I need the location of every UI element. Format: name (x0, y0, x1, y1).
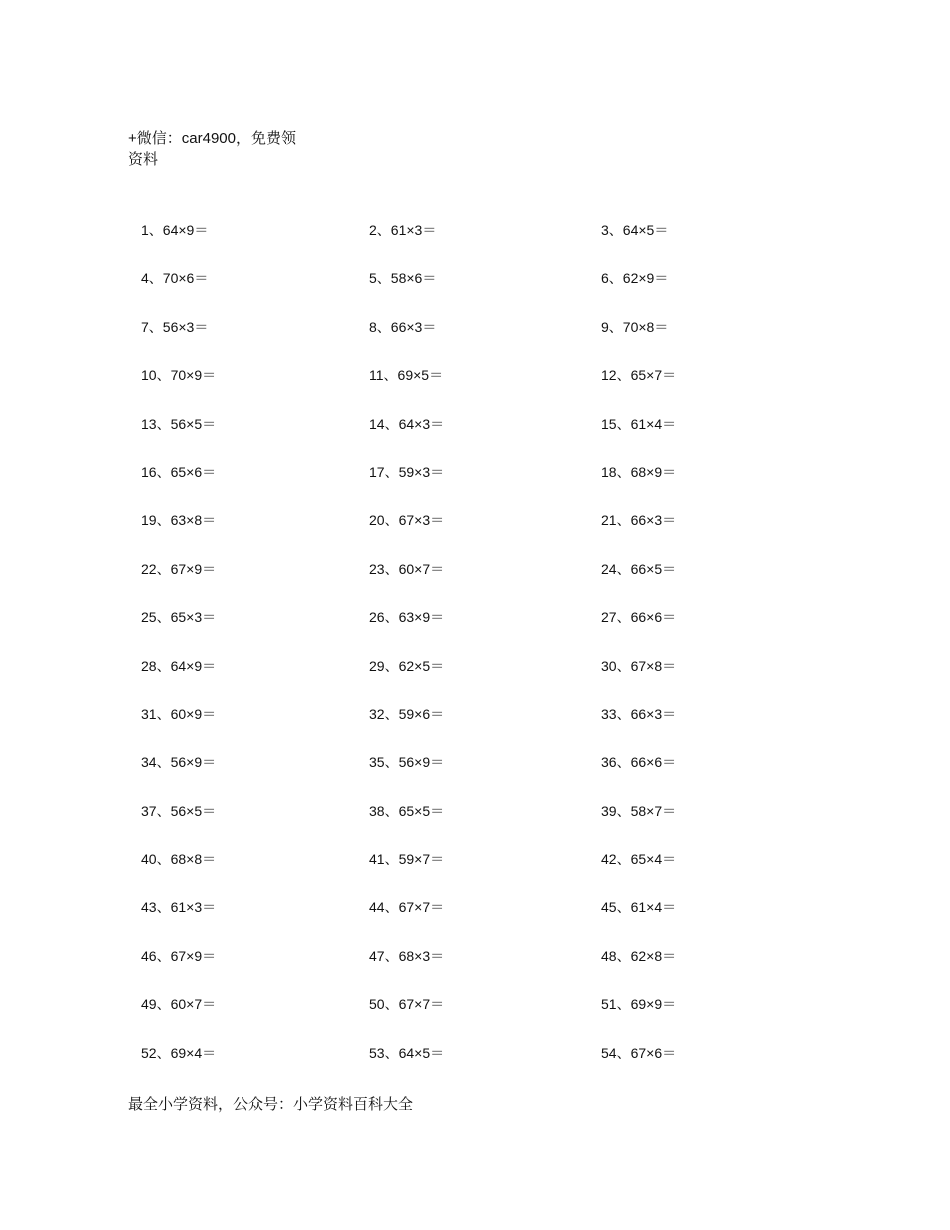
math-problem: 16、65×6＝ (141, 463, 217, 480)
math-problem: 35、56×9＝ (369, 754, 445, 771)
math-problem: 41、59×7＝ (369, 851, 445, 868)
math-problem: 20、67×3＝ (369, 512, 445, 529)
math-problem: 4、70×6＝ (141, 270, 209, 287)
math-problem: 45、61×4＝ (601, 899, 677, 916)
math-problem: 3、64×5＝ (601, 222, 669, 238)
math-problem: 49、60×7＝ (141, 996, 217, 1013)
math-problem: 40、68×8＝ (141, 851, 217, 868)
math-problem: 24、66×5＝ (601, 560, 677, 577)
math-problem: 34、56×9＝ (141, 754, 217, 771)
math-problem: 36、66×6＝ (601, 754, 677, 771)
math-problem: 44、67×7＝ (369, 899, 445, 916)
footer-note: 最全小学资料，公众号：小学资料百科大全 (128, 1095, 414, 1113)
math-problem: 25、65×3＝ (141, 609, 217, 626)
math-problem: 51、69×9＝ (601, 996, 677, 1013)
math-problem: 1、64×9＝ (141, 222, 209, 238)
math-problem: 13、56×5＝ (141, 415, 217, 432)
math-problem: 52、69×4＝ (141, 1044, 217, 1061)
math-problem: 10、70×9＝ (141, 367, 217, 384)
math-problem: 30、67×8＝ (601, 657, 677, 674)
math-problem: 32、59×6＝ (369, 705, 445, 722)
math-problem: 17、59×3＝ (369, 463, 445, 480)
problem-grid (141, 218, 841, 1089)
math-problem: 19、63×8＝ (141, 512, 217, 529)
math-problem: 5、58×6＝ (369, 270, 437, 287)
math-problem: 27、66×6＝ (601, 609, 677, 626)
math-problem: 43、61×3＝ (141, 899, 217, 916)
math-problem: 46、67×9＝ (141, 947, 217, 964)
header-note (128, 128, 328, 170)
math-problem: 53、64×5＝ (369, 1044, 445, 1061)
math-problem: 18、68×9＝ (601, 463, 677, 480)
math-problem: 12、65×7＝ (601, 367, 677, 384)
math-problem: 11、69×5＝ (369, 367, 444, 384)
math-problem: 22、67×9＝ (141, 560, 217, 577)
math-problem: 37、56×5＝ (141, 802, 217, 819)
math-problem: 2、61×3＝ (369, 222, 437, 238)
math-problem: 54、67×6＝ (601, 1044, 677, 1061)
math-problem: 15、61×4＝ (601, 415, 677, 432)
math-problem: 9、70×8＝ (601, 318, 669, 335)
math-problem: 6、62×9＝ (601, 270, 669, 287)
math-problem: 47、68×3＝ (369, 947, 445, 964)
header-note-line-1: +微信：car4900，免费领 (128, 130, 296, 147)
math-problem: 8、66×3＝ (369, 318, 437, 335)
math-problem: 26、63×9＝ (369, 609, 445, 626)
math-problem: 50、67×7＝ (369, 996, 445, 1013)
math-problem: 23、60×7＝ (369, 560, 445, 577)
math-problem: 42、65×4＝ (601, 851, 677, 868)
math-problem: 39、58×7＝ (601, 802, 677, 819)
header-note-line-2: 资料 (128, 151, 159, 168)
math-problem: 21、66×3＝ (601, 512, 677, 529)
math-problem: 7、56×3＝ (141, 318, 209, 335)
math-problem: 28、64×9＝ (141, 657, 217, 674)
math-problem: 14、64×3＝ (369, 415, 445, 432)
math-problem: 33、66×3＝ (601, 705, 677, 722)
math-problem: 29、62×5＝ (369, 657, 445, 674)
math-problem: 38、65×5＝ (369, 802, 445, 819)
math-problem: 31、60×9＝ (141, 705, 217, 722)
math-problem: 48、62×8＝ (601, 947, 677, 964)
